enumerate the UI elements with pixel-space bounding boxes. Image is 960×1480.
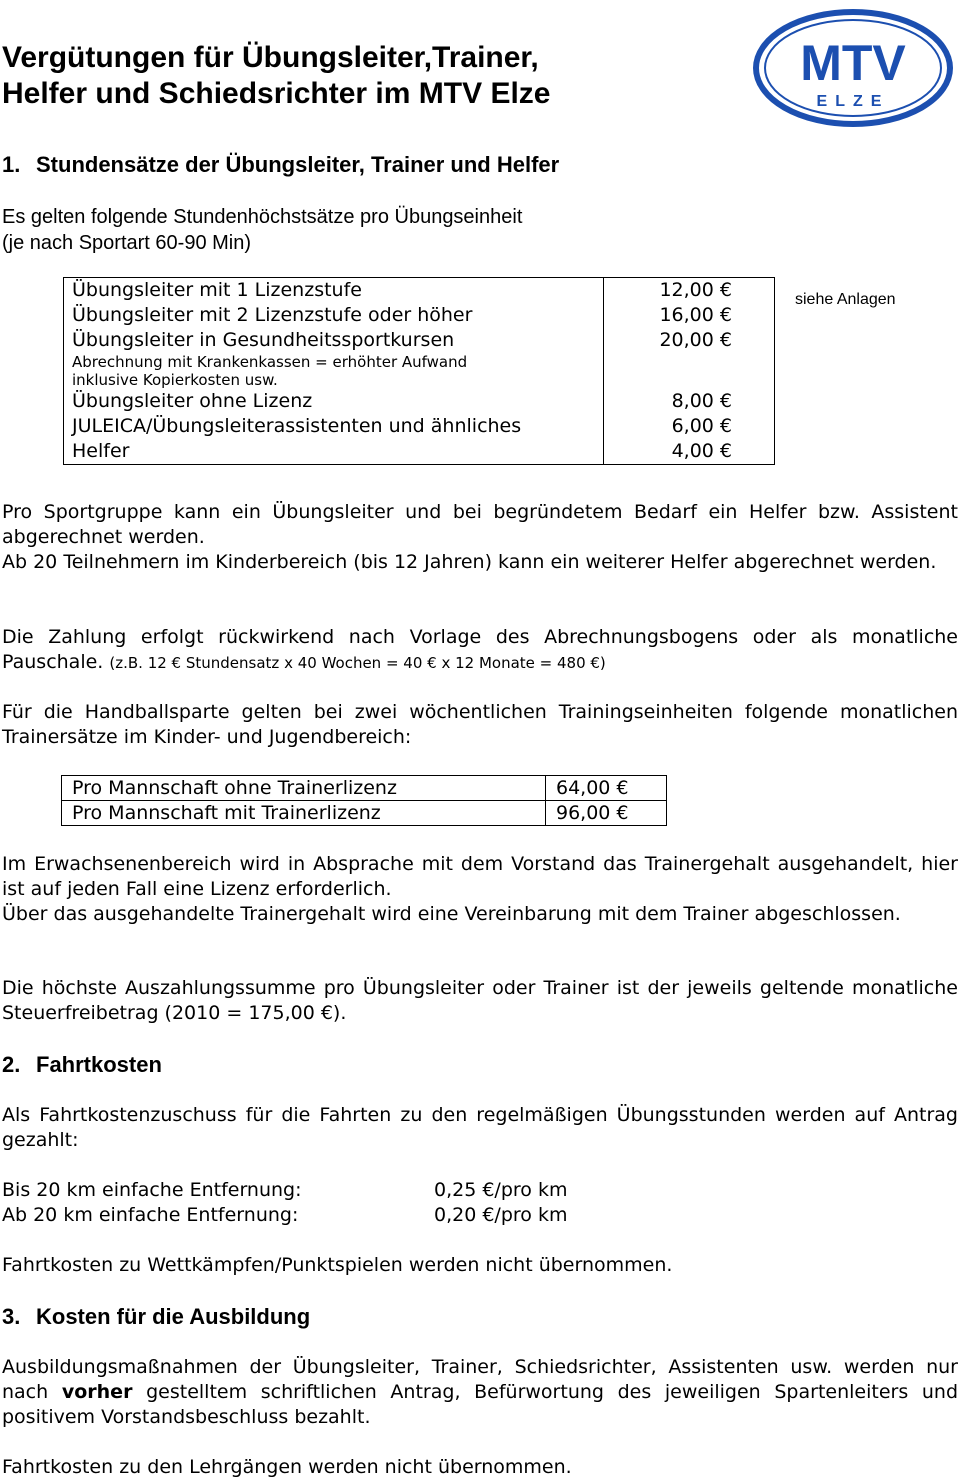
section-2-heading bbox=[2, 1052, 162, 1078]
table-row bbox=[62, 801, 667, 826]
rate-value: 8,00 € bbox=[604, 389, 775, 414]
ausbildung-emphasis: vorher bbox=[61, 1381, 133, 1403]
rate-value: 20,00 € bbox=[604, 328, 775, 389]
table-row bbox=[64, 278, 775, 304]
paragraph-handball: Für die Handballsparte gelten bei zwei wöchentlichen Trainingseinheiten folgende monatlichen Trainersätze im Kinder- und Jugendbereich: bbox=[2, 701, 958, 748]
distance-value: 0,20 €/pro km bbox=[434, 1204, 568, 1226]
table-row bbox=[64, 439, 775, 465]
rate-value: 12,00 € bbox=[604, 278, 775, 304]
title-line-1: Vergütungen für Übungsleiter,Trainer, bbox=[2, 41, 539, 74]
paragraph-zahlung bbox=[2, 625, 958, 676]
section-3-title: Kosten für die Ausbildung bbox=[36, 1304, 311, 1329]
section-1-heading bbox=[2, 152, 559, 178]
paragraph-lehrgaenge: Fahrtkosten zu den Lehrgängen werden nicht übernommen. bbox=[2, 1456, 572, 1478]
svg-text:ELZE: ELZE bbox=[816, 93, 890, 110]
rate-label: Übungsleiter ohne Lizenz bbox=[72, 390, 313, 412]
paragraph-ausbildung bbox=[2, 1355, 958, 1430]
rate-label: Übungsleiter mit 1 Lizenzstufe bbox=[72, 279, 362, 301]
zahlung-example: (z.B. 12 € Stundensatz x 40 Wochen = 40 € x 12 Monate = 480 €) bbox=[109, 654, 606, 672]
rate-note-2: inklusive Kopierkosten usw. bbox=[72, 371, 278, 389]
distance-label: Bis 20 km einfache Entfernung: bbox=[2, 1179, 302, 1201]
intro-line-2: (je nach Sportart 60-90 Min) bbox=[2, 232, 252, 254]
section-2-number: 2. bbox=[2, 1052, 21, 1077]
handball-value: 96,00 € bbox=[546, 801, 667, 826]
rate-value: 16,00 € bbox=[604, 303, 775, 328]
rate-value: 4,00 € bbox=[604, 439, 775, 465]
handball-label: Pro Mannschaft ohne Trainerlizenz bbox=[62, 776, 546, 801]
page-title bbox=[2, 40, 722, 112]
paragraph-vereinbarung: Über das ausgehandelte Trainergehalt wird eine Vereinbarung mit dem Trainer abgeschlossen. bbox=[2, 903, 901, 925]
section-1-number: 1. bbox=[2, 152, 21, 177]
handball-value: 64,00 € bbox=[546, 776, 667, 801]
rate-value: 6,00 € bbox=[604, 414, 775, 439]
section-2-title: Fahrtkosten bbox=[36, 1052, 162, 1077]
ausbildung-part-b: gestelltem schriftlichen Antrag, Befürwortung des jeweiligen Spartenleiters und positivem Vorstandsbeschluss bezahlt. bbox=[2, 1381, 959, 1428]
rate-label: Übungsleiter in Gesundheitssportkursen bbox=[72, 329, 455, 351]
paragraph-wettkaempfe: Fahrtkosten zu Wettkämpfen/Punktspielen werden nicht übernommen. bbox=[2, 1254, 673, 1276]
handball-label: Pro Mannschaft mit Trainerlizenz bbox=[62, 801, 546, 826]
table-row bbox=[64, 328, 775, 389]
rate-label-cell bbox=[64, 328, 604, 389]
table-row bbox=[64, 414, 775, 439]
section-1-title: Stundensätze der Übungsleiter, Trainer und Helfer bbox=[36, 152, 560, 177]
distance-row bbox=[2, 1203, 567, 1228]
zahlung-main: Die Zahlung erfolgt rückwirkend nach Vorlage des Abrechnungsbogens oder als monatliche Pauschale. bbox=[2, 626, 958, 673]
rate-label: Helfer bbox=[72, 440, 130, 462]
section-1-intro bbox=[2, 204, 958, 256]
paragraph-erwachsene: Im Erwachsenenbereich wird in Absprache mit dem Vorstand das Trainergehalt ausgehandelt, hier ist auf jeden Fall eine Lizenz erforderlich. bbox=[2, 853, 958, 900]
ausbildung-part-a: Ausbildungsmaßnahmen der Übungsleiter, Trainer, Schiedsrichter, Assistenten usw. werden nur nach bbox=[2, 1356, 958, 1403]
table-row bbox=[64, 303, 775, 328]
distance-value: 0,25 €/pro km bbox=[434, 1179, 568, 1201]
paragraph-sportgruppe: Pro Sportgruppe kann ein Übungsleiter und bei begründetem Bedarf ein Helfer bzw. Assistent abgerechnet werden. bbox=[2, 501, 958, 548]
handball-rates-table bbox=[61, 775, 667, 826]
svg-text:MTV: MTV bbox=[800, 35, 906, 91]
rate-label: JULEICA/Übungsleiterassistenten und ähnliches bbox=[72, 415, 522, 437]
table-row bbox=[64, 389, 775, 414]
rate-note-1: Abrechnung mit Krankenkassen = erhöhter Aufwand bbox=[72, 353, 468, 371]
rate-label: Übungsleiter mit 2 Lizenzstufe oder höher bbox=[72, 304, 473, 326]
title-line-2: Helfer und Schiedsrichter im MTV Elze bbox=[2, 77, 551, 110]
paragraph-teilnehmer: Ab 20 Teilnehmern im Kinderbereich (bis 12 Jahren) kann ein weiterer Helfer abgerechnet werden. bbox=[2, 551, 937, 573]
section-3-heading bbox=[2, 1304, 310, 1330]
side-note: siehe Anlagen bbox=[795, 291, 896, 308]
intro-line-1: Es gelten folgende Stundenhöchstsätze pro Übungseinheit bbox=[2, 206, 523, 228]
section-3-number: 3. bbox=[2, 1304, 21, 1329]
table-row bbox=[62, 776, 667, 801]
hourly-rates-table bbox=[63, 277, 775, 465]
distance-row bbox=[2, 1178, 567, 1203]
paragraph-auszahlung: Die höchste Auszahlungssumme pro Übungsleiter oder Trainer ist der jeweils geltende monatliche Steuerfreibetrag (2010 = 175,00 €). bbox=[2, 977, 958, 1024]
mtv-elze-logo bbox=[752, 8, 954, 128]
distance-label: Ab 20 km einfache Entfernung: bbox=[2, 1204, 299, 1226]
paragraph-fahrtkosten: Als Fahrtkostenzuschuss für die Fahrten zu den regelmäßigen Übungsstunden werden auf Antrag gezahlt: bbox=[2, 1104, 958, 1151]
